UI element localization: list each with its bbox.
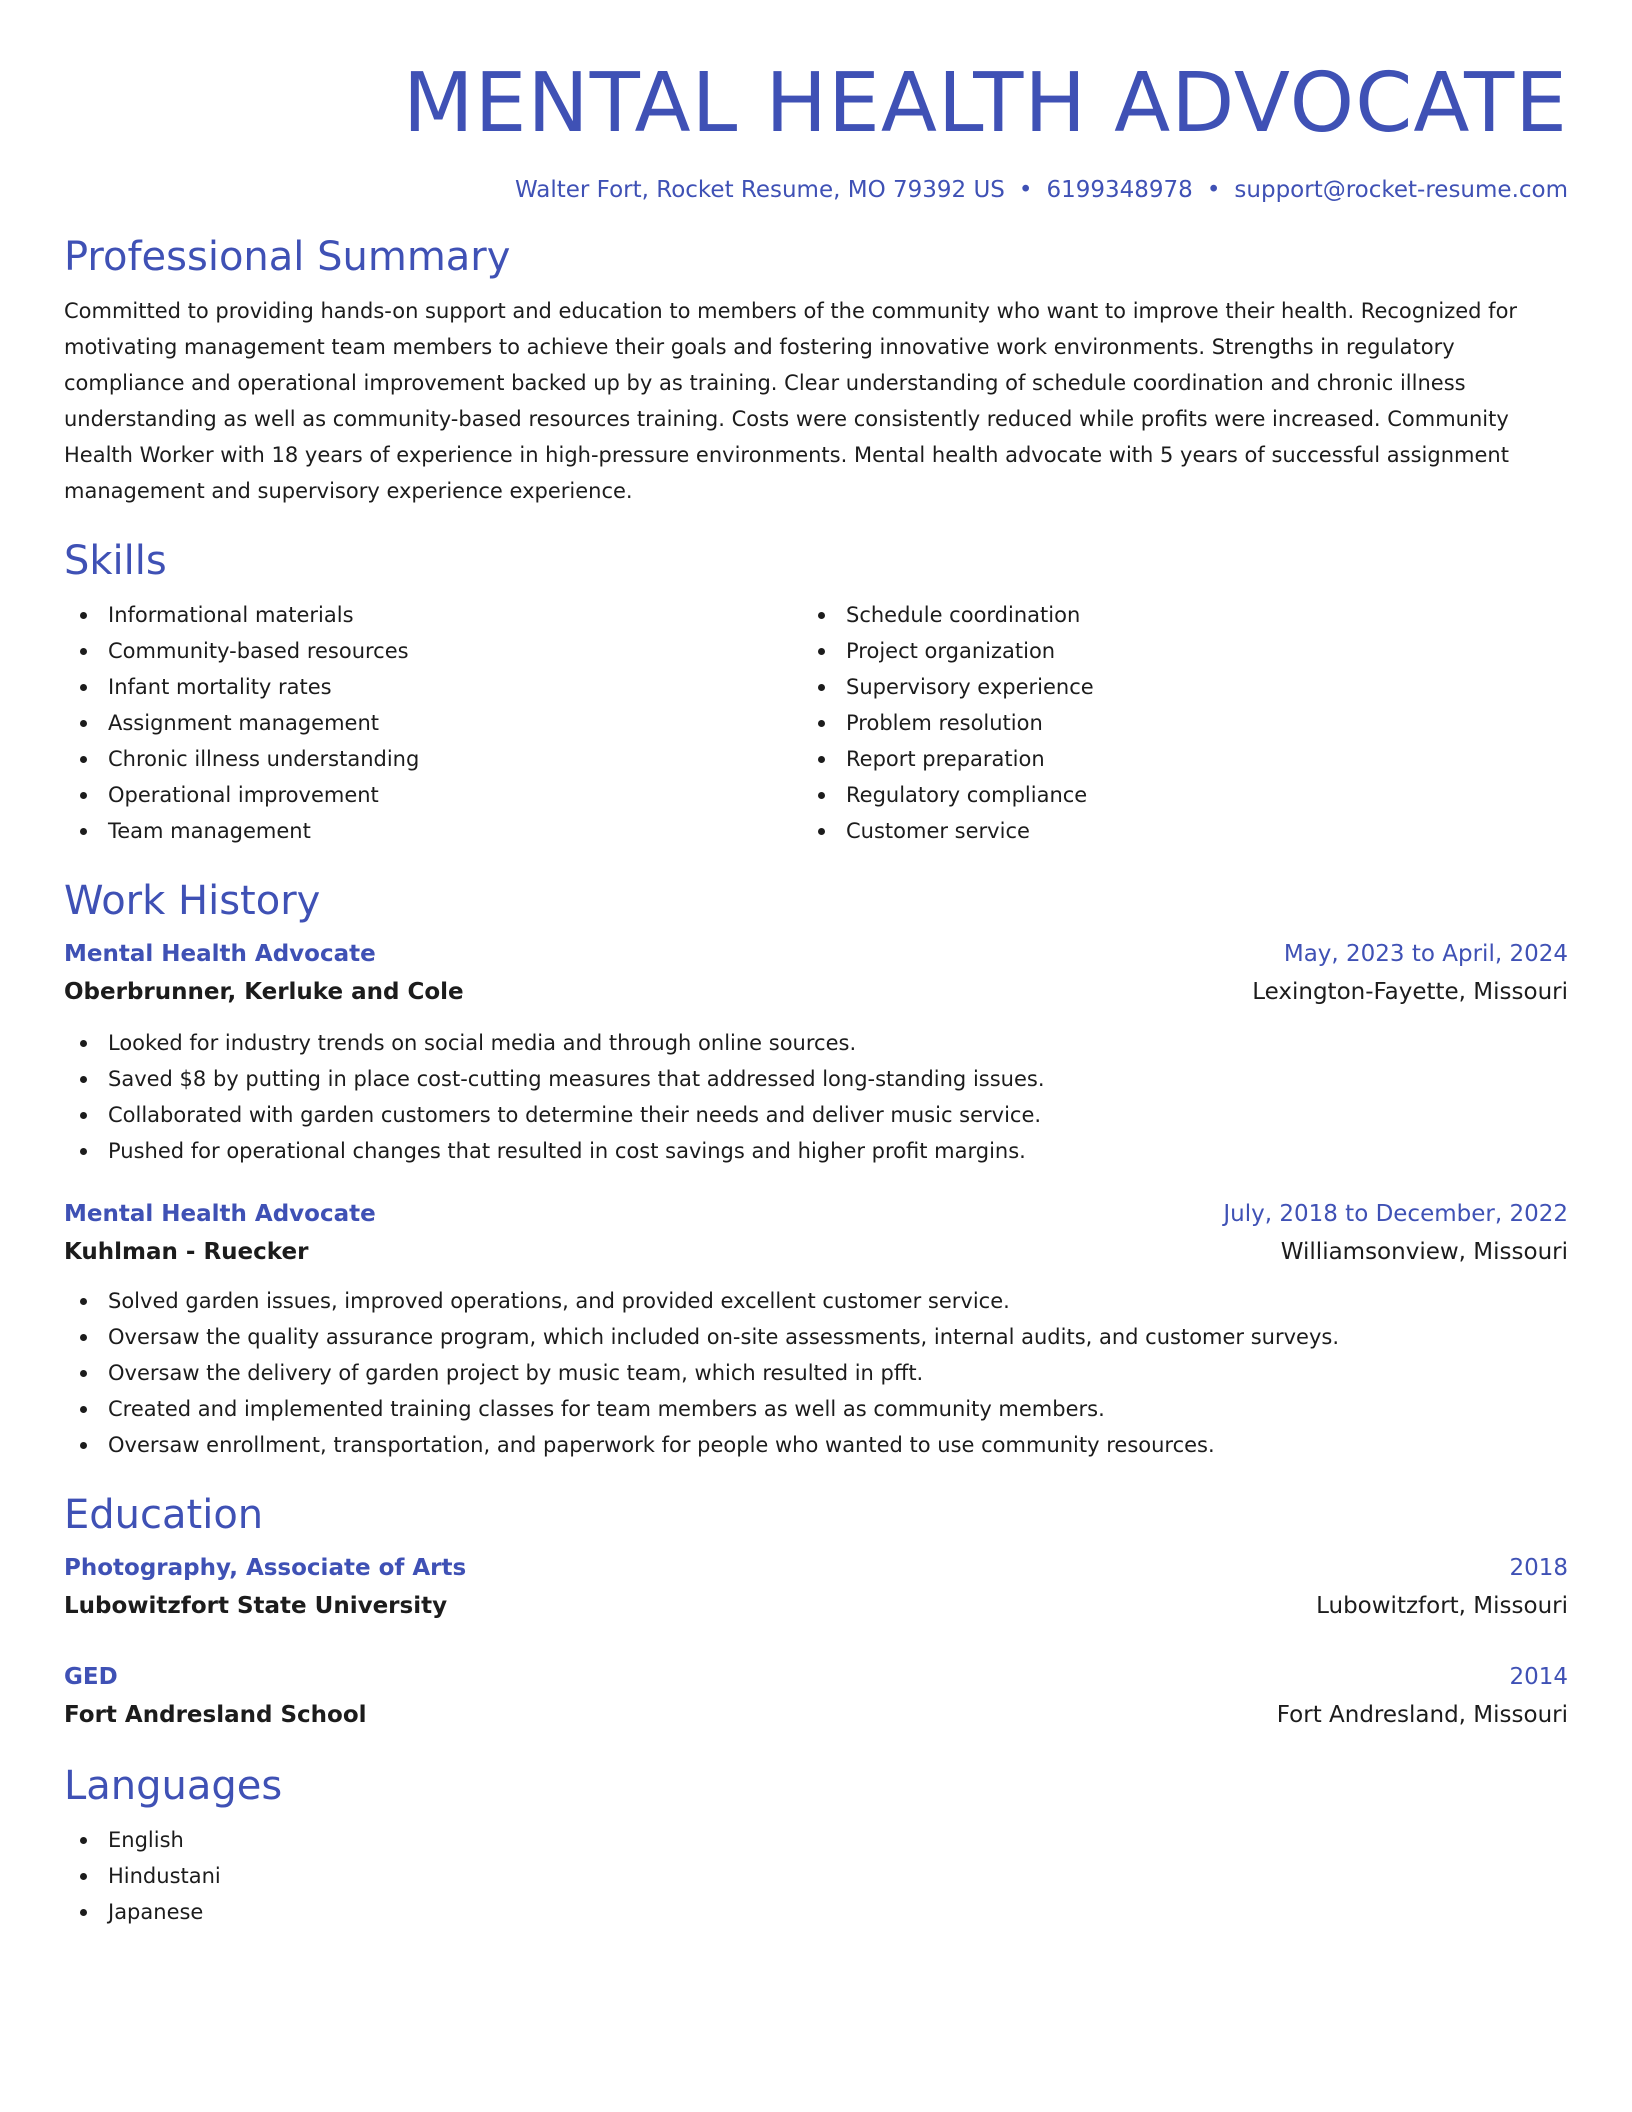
company-name: Oberbrunner, Kerluke and Cole xyxy=(64,979,464,1005)
skill-label: Chronic illness understanding xyxy=(108,747,420,771)
list-item xyxy=(64,633,802,669)
bullet-icon xyxy=(80,1442,87,1449)
education-entry xyxy=(64,1658,1568,1734)
bullet-icon xyxy=(818,756,825,763)
list-item xyxy=(802,669,1540,705)
bullet-icon xyxy=(80,648,87,655)
list-item xyxy=(802,633,1540,669)
education-section xyxy=(64,1491,1568,1734)
job-bullet-text: Looked for industry trends on social media and through online sources. xyxy=(108,1031,857,1055)
summary-section xyxy=(64,233,1568,509)
bullet-icon xyxy=(80,612,87,619)
job-dates: May, 2023 to April, 2024 xyxy=(1283,941,1568,967)
bullet-icon xyxy=(818,828,825,835)
summary-heading: Professional Summary xyxy=(64,234,511,280)
job-company-row xyxy=(64,973,1568,1011)
bullet-icon xyxy=(818,720,825,727)
education-school-row xyxy=(64,1696,1568,1734)
contact-separator: • xyxy=(1018,177,1033,203)
education-entry xyxy=(64,1549,1568,1625)
contact-email: support@rocket-resume.com xyxy=(1234,177,1568,203)
bullet-icon xyxy=(80,720,87,727)
bullet-icon xyxy=(80,1112,87,1119)
skills-heading: Skills xyxy=(64,538,167,584)
bullet-icon xyxy=(80,1406,87,1413)
job-bullets xyxy=(64,1283,1568,1463)
skill-label: Operational improvement xyxy=(108,783,379,807)
bullet-icon xyxy=(80,1837,87,1844)
list-item xyxy=(64,1822,1568,1858)
bullet-icon xyxy=(80,1370,87,1377)
bullet-icon xyxy=(818,648,825,655)
job-company-row xyxy=(64,1233,1568,1271)
school-location: Fort Andresland, Missouri xyxy=(1276,1702,1568,1728)
list-item xyxy=(64,1427,1568,1463)
job-location: Williamsonview, Missouri xyxy=(1280,1239,1568,1265)
contact-separator: • xyxy=(1206,177,1221,203)
bullet-icon xyxy=(80,828,87,835)
list-item xyxy=(802,777,1540,813)
job-entry xyxy=(64,935,1568,1169)
job-bullet-text: Collaborated with garden customers to determine their needs and deliver music service. xyxy=(108,1103,1042,1127)
skill-label: Project organization xyxy=(846,639,1056,663)
job-entry xyxy=(64,1195,1568,1463)
list-item xyxy=(64,1391,1568,1427)
list-item xyxy=(802,597,1540,633)
skill-label: Report preparation xyxy=(846,747,1045,771)
list-item xyxy=(64,705,802,741)
list-item xyxy=(64,777,802,813)
job-bullet-text: Saved $8 by putting in place cost-cutting measures that addressed long-standing issues. xyxy=(108,1067,1045,1091)
contact-address: Walter Fort, Rocket Resume, MO 79392 US xyxy=(514,177,1005,203)
summary-text: Committed to providing hands-on support and education to members of the community who want to improve their health. Recognized for motivating management team members to achieve their goals and fostering innovative work environments. Strengths in regulatory compliance and operational improvement backed up by as training. Clear understanding of schedule coordination and chronic illness understanding as well as community-based resources training. Costs were consistently reduced while profits were increased. Community Health Worker with 18 years of experience in high-pressure environments. Mental health advocate with 5 years of successful assignment management and supervisory experience experience. xyxy=(64,299,1518,503)
list-item xyxy=(802,705,1540,741)
school-name: Fort Andresland School xyxy=(64,1702,367,1728)
list-item xyxy=(64,1355,1568,1391)
job-header-row xyxy=(64,1195,1568,1233)
job-location: Lexington-Fayette, Missouri xyxy=(1252,979,1568,1005)
resume-header xyxy=(64,56,1568,205)
job-bullets xyxy=(64,1025,1568,1169)
skill-label: Assignment management xyxy=(108,711,379,735)
list-item xyxy=(64,1858,1568,1894)
bullet-icon xyxy=(80,1873,87,1880)
job-title: Mental Health Advocate xyxy=(64,1201,376,1227)
bullet-icon xyxy=(818,684,825,691)
languages-heading: Languages xyxy=(64,1763,283,1809)
job-bullet-text: Oversaw the quality assurance program, which included on-site assessments, internal audits, and customer surveys. xyxy=(108,1325,1340,1349)
list-item xyxy=(64,1283,1568,1319)
education-year: 2014 xyxy=(1509,1664,1568,1690)
degree-title: GED xyxy=(64,1664,118,1690)
job-title: Mental Health Advocate xyxy=(64,941,376,967)
list-item xyxy=(64,813,802,849)
education-header-row xyxy=(64,1549,1568,1587)
language-label: Japanese xyxy=(108,1900,204,1924)
education-heading: Education xyxy=(64,1492,264,1538)
job-dates: July, 2018 to December, 2022 xyxy=(1223,1201,1568,1227)
work-section xyxy=(64,877,1568,1463)
list-item xyxy=(64,669,802,705)
skill-label: Problem resolution xyxy=(846,711,1043,735)
list-item xyxy=(64,1133,1568,1169)
skills-list-right xyxy=(802,597,1540,849)
bullet-icon xyxy=(818,792,825,799)
skills-list-left xyxy=(64,597,802,849)
list-item xyxy=(64,1025,1568,1061)
bullet-icon xyxy=(80,756,87,763)
bullet-icon xyxy=(80,1909,87,1916)
list-item xyxy=(64,597,802,633)
bullet-icon xyxy=(80,1298,87,1305)
page-title: MENTAL HEALTH ADVOCATE xyxy=(402,56,1568,151)
job-bullet-text: Oversaw the delivery of garden project by music team, which resulted in pfft. xyxy=(108,1361,924,1385)
job-bullet-text: Created and implemented training classes for team members as well as community members. xyxy=(108,1397,1105,1421)
skill-label: Schedule coordination xyxy=(846,603,1081,627)
job-bullet-text: Oversaw enrollment, transportation, and paperwork for people who wanted to use community resources. xyxy=(108,1433,1215,1457)
list-item xyxy=(64,1894,1568,1930)
degree-title: Photography, Associate of Arts xyxy=(64,1555,467,1581)
skill-label: Team management xyxy=(108,819,311,843)
list-item xyxy=(64,1061,1568,1097)
list-item xyxy=(802,813,1540,849)
skill-label: Supervisory experience xyxy=(846,675,1094,699)
list-item xyxy=(64,1319,1568,1355)
contact-phone: 6199348978 xyxy=(1046,177,1193,203)
list-item xyxy=(64,741,802,777)
skill-label: Informational materials xyxy=(108,603,354,627)
contact-line xyxy=(64,175,1568,205)
language-label: English xyxy=(108,1828,184,1852)
list-item xyxy=(64,1097,1568,1133)
job-bullet-text: Pushed for operational changes that resulted in cost savings and higher profit margins. xyxy=(108,1139,1026,1163)
skill-label: Infant mortality rates xyxy=(108,675,332,699)
languages-section xyxy=(64,1762,1568,1930)
job-bullet-text: Solved garden issues, improved operations, and provided excellent customer service. xyxy=(108,1289,1010,1313)
skills-grid xyxy=(64,597,1568,849)
skill-label: Regulatory compliance xyxy=(846,783,1088,807)
list-item xyxy=(802,741,1540,777)
bullet-icon xyxy=(80,1076,87,1083)
skills-section xyxy=(64,537,1568,849)
education-header-row xyxy=(64,1658,1568,1696)
school-location: Lubowitzfort, Missouri xyxy=(1316,1593,1568,1619)
bullet-icon xyxy=(80,1334,87,1341)
company-name: Kuhlman - Ruecker xyxy=(64,1239,309,1265)
language-label: Hindustani xyxy=(108,1864,221,1888)
bullet-icon xyxy=(80,1148,87,1155)
skill-label: Customer service xyxy=(846,819,1030,843)
bullet-icon xyxy=(80,792,87,799)
bullet-icon xyxy=(818,612,825,619)
job-header-row xyxy=(64,935,1568,973)
work-heading: Work History xyxy=(64,878,321,924)
bullet-icon xyxy=(80,1040,87,1047)
languages-list xyxy=(64,1822,1568,1930)
school-name: Lubowitzfort State University xyxy=(64,1593,448,1619)
bullet-icon xyxy=(80,684,87,691)
education-year: 2018 xyxy=(1509,1555,1568,1581)
education-school-row xyxy=(64,1587,1568,1625)
skill-label: Community-based resources xyxy=(108,639,409,663)
